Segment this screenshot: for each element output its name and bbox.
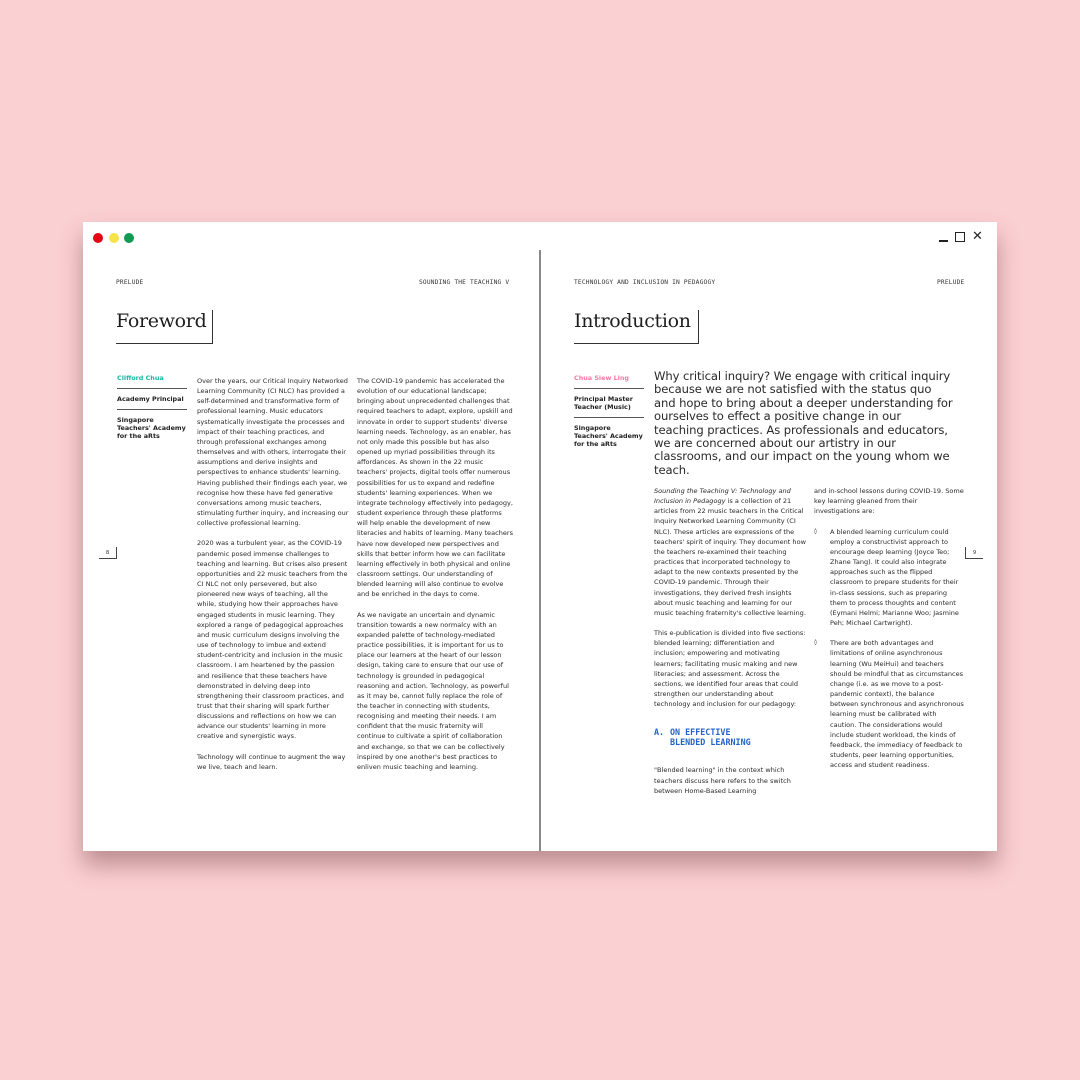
bullet-item (814, 527, 964, 629)
document-window (83, 222, 997, 851)
author-byline (574, 374, 644, 448)
author-name: Chua Siew Ling (574, 374, 629, 382)
author-org: Singapore Teachers' Academy for the aRts (117, 409, 187, 440)
bullet-text: There are both advantages and limitations of online asynchronous learning (Wu MeiHui) and teachers should be mindful that as circumstances change (i.e. as we move to a post-pandemic context), the balance between synchronous and asynchronous learning must be calibrated with caution. The considerations would include student workload, the kinds of feedback, the immediacy of feedback to students, peer learning opportunities, access and student readiness. (830, 639, 964, 770)
running-head-left: TECHNOLOGY AND INCLUSION IN PEDAGOGY (574, 279, 716, 286)
text-column-1 (654, 486, 806, 796)
paragraph: The COVID-19 pandemic has accelerated the evolution of our educational landscape; bringing about unprecedented challenges that required teachers to adapt, explore, upskill and innovate in order to support students' diverse learning needs. Technology, as an enabler, has not only made this possible but has also opened up myriad possibilities through its affordances. As shown in the 22 music teachers' projects, digital tools offer numerous possibilities for us to expand and redefine students' learning experiences. When we integrate technology effectively into pedagogy, student experience through these platforms will help enable the development of new literacies and habits of learning. Many teachers have now developed new perspectives and skills that better inform how we can facilitate learning effectively in both physical and online classroom settings. Our understanding of blended learning will also continue to evolve and be enriched in the days to come. (357, 377, 514, 599)
page-number: 8 (99, 547, 117, 559)
paragraph: Over the years, our Critical Inquiry Networked Learning Community (CI NLC) has provided a self-determined and transformative form of professional learning. Music educators systematically investigate the processes and impact of their teaching practices, and through professional exchanges among themselves and with others, interrogate their assumptions and derive insights and perspectives to enhance students' learning. Having published their findings each year, we recognise how these have fed generative conversations among music teachers, stimulating further inquiry, and increasing our collective professional learning. (197, 377, 349, 528)
paragraph: This e-publication is divided into five sections: blended learning; differentiation and inclusion; empowering and motivating learners; facilitating music making and new literacies; and assessment. Across the sections, we identified four areas that could strengthen our understanding about technology and inclusion for our pedagogy: (654, 629, 806, 709)
close-icon: ✕ (972, 229, 983, 244)
text-column-2 (357, 376, 513, 772)
paragraph: 2020 was a turbulent year, as the COVID-19 pandemic posed immense challenges to teaching and learning. But crises also present opportunities and 22 music teachers from the CI NLC not only persevered, but also pioneered new ways of teaching, all the while, studying how their approaches have engaged students in music learning. They explored a range of pedagogical approaches and music curriculum designs involving the use of technology to imbue and extend student-centricity and inclusion in the music classroom. I am heartened by the passion and resilience that these teachers have demonstrated in delving deep into strengthening their classroom practices, and trust that their sharing will spark further discussions and reflections on how we can advance our students' learning in more creative and synergistic ways. (197, 539, 348, 741)
paragraph: Technology will continue to augment the way we live, teach and learn. (197, 752, 346, 771)
bullet-item (814, 638, 964, 770)
author-byline (117, 374, 187, 440)
page-title: Foreword (116, 310, 213, 344)
page-number: 9 (965, 547, 983, 559)
diamond-bullet-icon: ◊ (814, 639, 817, 647)
author-org: Singapore Teachers' Academy for the aRts (574, 417, 644, 448)
text-column-2 (814, 486, 964, 780)
bullet-text: A blended learning curriculum could employ a constructivist approach to encourage deep learning (Joyce Teo; Zhane Tang). It could also integrate approaches such as the flipped classroom to prepare students for their in-class sessions, such as preparing them to process thoughts and content (Eymani Helmi; Marianne Woo; Jasmine Peh; Michael Cartwright). (830, 527, 959, 628)
page-title-wrap (116, 310, 213, 344)
section-letter: A. (654, 727, 665, 738)
running-head-right: PRELUDE (937, 279, 965, 286)
text-column-1 (197, 376, 349, 772)
running-head-right: SOUNDING THE TEACHING V (419, 279, 510, 286)
paragraph: and in-school lessons during COVID-19. Some key learning gleaned from their investigations are: (814, 487, 964, 516)
running-head-left: PRELUDE (116, 279, 144, 286)
publication-title: Sounding the Teaching V: Technology and Inclusion in Pedagogy (654, 487, 791, 506)
paragraph: "Blended learning" in the context which teachers discuss here refers to the switch between Home-Based Learning (654, 766, 791, 795)
author-role: Academy Principal (117, 388, 187, 409)
section-heading (654, 727, 806, 747)
author-name: Clifford Chua (117, 374, 164, 382)
paragraph: As we navigate an uncertain and dynamic transition towards a new normalcy with an expanded palette of technology-mediated practice possibilities, it is important for us to place our learners at the heart of our lesson design, taking care to ensure that our use of technology is grounded in pedagogical reasoning and action. Technology, as powerful as it may be, cannot fully replace the role of the teacher in connecting with students, recognising and meeting their needs. I am confident that the music fraternity will continue to cultivate a spirit of collaboration and exchange, so that we can be collectively inspired by one another's best practices to enliven music teaching and learning. (357, 610, 509, 771)
page-title-wrap (574, 310, 699, 344)
right-page (541, 222, 997, 851)
section-title: ON EFFECTIVE BLENDED LEARNING (670, 727, 751, 748)
left-page (83, 222, 539, 851)
lead-paragraph: Why critical inquiry? We engage with critical inquiry because we are not satisfied with the status quo and hope to bring about a deeper understanding for ourselves to effect a positive change in our teaching practices. As professionals and educators, we are concerned about our artistry in our classrooms, and our impact on the young whom we teach. (654, 369, 953, 477)
paragraph: Sounding the Teaching V: Technology and Inclusion in Pedagogy is a collection of 21 articles from 22 music teachers in the Critical Inquiry Networked Learning Community (CI NLC). These articles are expressions of the teachers' spirit of inquiry. They document how the teachers re-examined their teaching practices that incorporated technology to adapt to the new contexts presented by the COVID-19 pandemic. Through their investigations, they derived fresh insights about music teaching and learning for our music teaching fraternity's collective learning. (654, 487, 806, 617)
author-role: Principal Master Teacher (Music) (574, 388, 644, 417)
page-title: Introduction (574, 310, 699, 344)
diamond-bullet-icon: ◊ (814, 527, 817, 535)
